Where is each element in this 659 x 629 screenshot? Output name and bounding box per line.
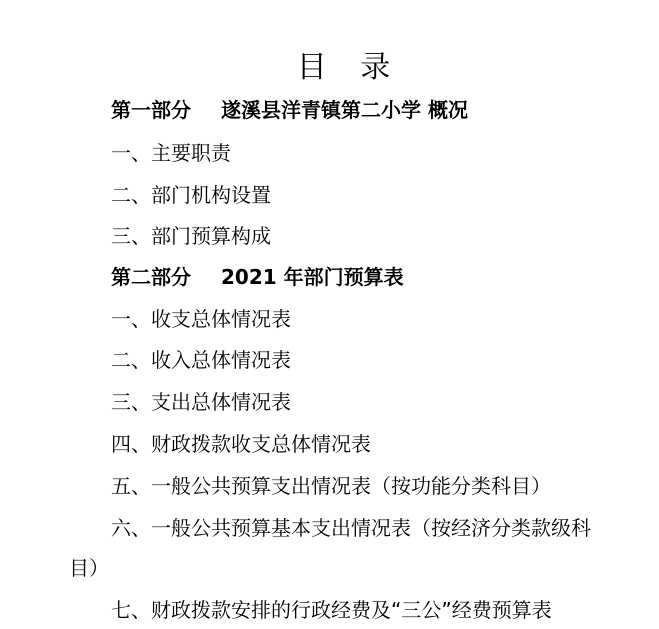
- toc-item: 一、收支总体情况表: [111, 307, 291, 331]
- part1-name: 遂溪县洋青镇第二小学 概况: [221, 98, 468, 122]
- toc-item: 一、主要职责: [111, 141, 231, 165]
- toc-item: 二、收入总体情况表: [111, 348, 291, 372]
- toc-item: 四、财政拨款收支总体情况表: [111, 432, 371, 456]
- part2-heading: [111, 263, 404, 291]
- toc-item: 六、一般公共预算基本支出情况表（按经济分类款级科: [111, 516, 591, 540]
- toc-item: 五、一般公共预算支出情况表（按功能分类科目）: [111, 474, 551, 498]
- part2-name: 2021 年部门预算表: [221, 265, 404, 289]
- toc-item-continuation: 目）: [69, 556, 109, 580]
- part1-heading: [111, 96, 468, 124]
- part2-label: 第二部分: [111, 265, 191, 289]
- toc-item: 三、支出总体情况表: [111, 390, 291, 414]
- toc-item: 二、部门机构设置: [111, 183, 271, 207]
- toc-title: 目 录: [296, 50, 403, 85]
- part1-label: 第一部分: [111, 98, 191, 122]
- toc-item: 三、部门预算构成: [111, 224, 271, 248]
- toc-item: 七、财政拨款安排的行政经费及“三公”经费预算表: [111, 598, 552, 622]
